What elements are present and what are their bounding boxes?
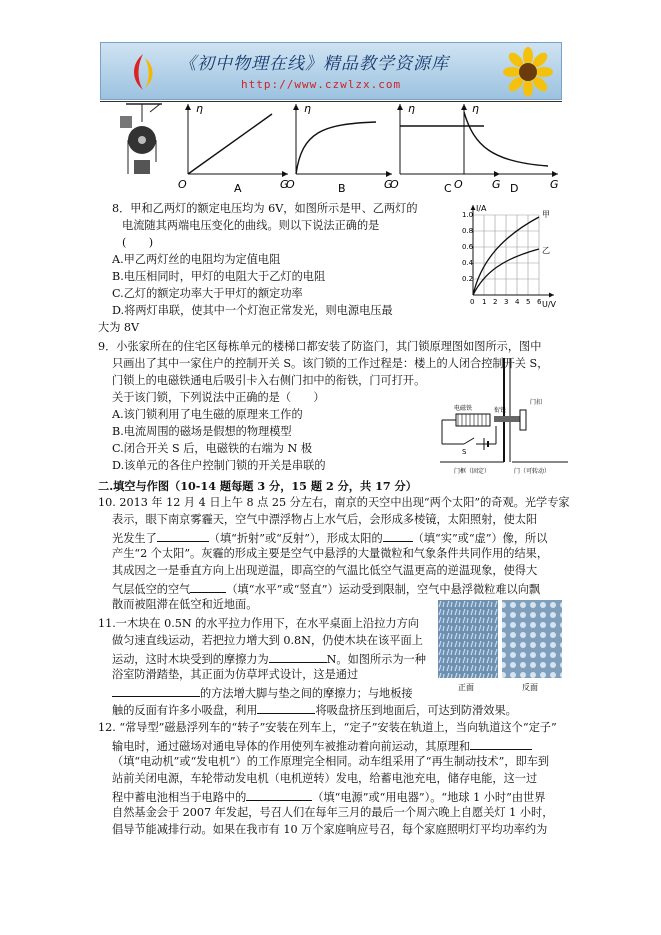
- q9-electromagnet-label: 电磁铁: [454, 405, 473, 412]
- q8-jia-label: 甲: [542, 210, 550, 219]
- q8-xlabel: U/V: [542, 300, 557, 309]
- graph-d-ylabel: η: [472, 102, 479, 115]
- graph-d-origin: O: [454, 178, 463, 191]
- q8-option-c: C.乙灯的额定功率大于甲灯的额定功率: [112, 287, 303, 300]
- q10-line3-text-c: （填“实”或“虚”）像，所以: [412, 532, 548, 545]
- q12-line2-text: 输电时，通过磁场对通电导体的作用使列车被推动着向前运动，其原理和: [112, 740, 471, 753]
- pulley-icon: [120, 104, 162, 174]
- q10-blank-3[interactable]: [190, 581, 226, 593]
- q8-xtick: 6: [537, 298, 542, 306]
- q11-line3-text-b: N。如图所示为一种: [326, 653, 426, 666]
- q12-blank-2[interactable]: [246, 789, 312, 801]
- graph-b-ylabel: η: [304, 102, 311, 115]
- graph-a: [178, 102, 289, 194]
- q9-line3: 门锁上的电磁铁通电后吸引卡入右侧门扣中的衔铁，门可打开。: [112, 374, 426, 387]
- q10-line2: 表示，眼下南京雾霾天，空气中漂浮物占上水气后，会形成多棱镜，太阳照射，使太阳: [112, 513, 538, 526]
- graph-c-xlabel: G: [492, 178, 501, 191]
- q8-ytick: 0.2: [462, 275, 474, 283]
- graph-b-origin: O: [286, 178, 295, 191]
- q8-xtick: 5: [526, 298, 531, 306]
- q9-option-b: B.电流周围的磁场是假想的物理模型: [112, 425, 292, 438]
- q11-line1: 11.一木块在 0.5N 的水平拉力作用下，在水平桌面上沿拉力方向: [98, 617, 419, 630]
- q10-line4: 产生“2 个太阳”。灰霾的形成主要是空气中悬浮的大量微粒和气象条件共同作用的结果，: [112, 547, 549, 560]
- q10-line3: [112, 530, 547, 546]
- graph-d-xlabel: G: [550, 178, 559, 191]
- q8-iu-graph: [462, 203, 566, 311]
- q8-xtick: 4: [515, 298, 520, 306]
- q8-xtick: 1: [482, 298, 487, 306]
- q8-ylabel: I/A: [476, 204, 487, 213]
- q10-line6: [112, 581, 540, 597]
- q11-bath-mat-photo: [438, 600, 562, 692]
- graph-d-label: D: [510, 182, 519, 194]
- graph-c-ylabel: η: [408, 102, 415, 115]
- q11-blank-2[interactable]: [112, 685, 200, 697]
- q9-option-d: D.该单元的各住户控制门锁的开关是串联的: [112, 459, 326, 472]
- q12-line3: （填“电动机”或“发电机”）的工作原理完全相同。动车组采用了“再生制动技术”，即车到: [112, 755, 550, 768]
- q11-line3: [112, 651, 426, 667]
- graph-b: [286, 102, 393, 194]
- q8-option-d: D.将两灯串联，使其中一个灯泡正常发光，则电源电压最: [112, 304, 393, 317]
- q12-line2: [112, 738, 532, 754]
- banner-url[interactable]: http://www.czwlzx.com: [241, 78, 402, 91]
- q9-switch-label: S: [462, 448, 467, 456]
- q8-option-d-cont: 大为 8V: [98, 321, 140, 334]
- q11-line4: 浴室防滑踏垫，其正面为仿草坪式设计，这是通过: [112, 668, 359, 681]
- graph-a-ylabel: η: [196, 102, 203, 115]
- q9-armature-label: 衔铁: [494, 407, 507, 414]
- q9-door-lock-diagram: [440, 358, 568, 478]
- q10-blank-1[interactable]: [157, 530, 209, 542]
- q11-line3-text-a: 运动，这时木块受到的摩擦力为: [112, 653, 269, 666]
- q9-option-c: C.闭合开关 S 后，电磁铁的右端为 N 极: [112, 442, 313, 455]
- q9-line2: 只画出了其中一家住户的控制开关 S。该门锁的工作过程是：楼上的人闭合控制开关 S，: [112, 357, 549, 370]
- graph-c-origin: O: [390, 178, 399, 191]
- q8-ytick: 0.4: [462, 259, 474, 267]
- q11-line5: [112, 685, 413, 701]
- q12-line5: [112, 789, 545, 805]
- q9-option-a: A.该门锁利用了电生磁的原理来工作的: [112, 408, 303, 421]
- q8-line3: ( ): [122, 236, 154, 249]
- q8-yi-label: 乙: [542, 246, 550, 255]
- q8-xtick: 0: [470, 298, 475, 306]
- q10-line1: 10. 2013 年 12 月 4 日上午 8 点 25 分左右，南京的天空中出现“两个太阳”的奇观。光学专家: [98, 496, 570, 509]
- graph-b-xlabel: G: [384, 178, 393, 191]
- q12-blank-1[interactable]: [470, 738, 532, 750]
- q12-line5-text-a: 程中蓄电池相当于电路中的: [112, 791, 247, 804]
- graph-d: [454, 102, 559, 194]
- q8-option-a: A.甲乙两灯丝的电阻均为定值电阻: [112, 253, 281, 266]
- banner-title: 《初中物理在线》精品教学资源库: [179, 54, 449, 74]
- q8-line2: 电流随其两端电压变化的曲线。则以下说法正确的是: [122, 219, 380, 232]
- q8-line1: 8．甲和乙两灯的额定电压均为 6V，如图所示是甲、乙两灯的: [112, 202, 418, 215]
- q8-xtick: 2: [493, 298, 498, 306]
- q9-line4: 关于该门锁，下列说法中正确的是（ ）: [112, 391, 325, 404]
- q11-line6-text-b: 将吸盘挤压到地面后，可达到防滑效果。: [315, 704, 517, 717]
- graph-c: [390, 102, 501, 194]
- q10-line7: 散而被阻滞在低空和近地面。: [112, 598, 258, 611]
- graph-b-label: B: [338, 182, 346, 194]
- q10-blank-2[interactable]: [383, 530, 413, 542]
- q9-door-label: 门（可转动）: [514, 468, 551, 475]
- q8-xtick: 3: [504, 298, 509, 306]
- q12-line5-text-b: （填“电源”或“用电器”）。“地球 1 小时”由世界: [312, 791, 546, 804]
- q12-line6: 自然基金会于 2007 年发起，号召人们在每年三月的最后一个周六晚上自愿关灯 1 小时，: [112, 806, 554, 819]
- graph-a-label: A: [234, 182, 242, 194]
- logo-icon: [121, 50, 165, 94]
- q8-ytick: 1.0: [462, 211, 474, 219]
- q10-line3-text-b: （填“折射”或“反射”），形成太阳的: [208, 532, 383, 545]
- q11-blank-1[interactable]: [269, 651, 327, 663]
- q11-front-label: 正面: [458, 683, 474, 692]
- q8-option-b: B.电压相同时，甲灯的电阻大于乙灯的电阻: [112, 270, 326, 283]
- q12-line7: 倡导节能减排行动。如果在我市有 10 万个家庭响应号召，每个家庭照明灯平均功率约为: [112, 823, 548, 836]
- q12-line1: 12. “常导型”磁悬浮列车的“转子”安装在列车上，“定子”安装在轨道上，当向轨道这个“定子”: [98, 721, 557, 734]
- graph-a-origin: O: [178, 178, 187, 191]
- q11-line5-text-b: 的方法增大脚与垫之间的摩擦力；与地板接: [200, 687, 413, 700]
- q9-frame-label: 门框（固定）: [454, 468, 491, 475]
- q8-ytick: 0.8: [462, 227, 474, 235]
- q9-line1: 9．小张家所在的住宅区每栋单元的楼梯口都安装了防盗门，其门锁原理图如图所示，图中: [98, 340, 542, 353]
- section-2-heading: 二.填空与作图（10-14 题每题 3 分，15 题 2 分，共 17 分）: [98, 479, 417, 493]
- q8-ytick: 0.6: [462, 243, 474, 251]
- q9-catch-label: 门扣: [530, 399, 543, 406]
- q10-line3-text-a: 光发生了: [112, 532, 157, 545]
- q11-back-label: 反面: [522, 683, 538, 692]
- graph-c-label: C: [444, 182, 452, 194]
- header-banner: [100, 42, 562, 100]
- q12-line4: 站前关闭电源，车轮带动发电机（电机逆转）发电，给蓄电池充电，储存电能，这一过: [112, 772, 538, 785]
- q11-line6: [112, 702, 517, 718]
- efficiency-graphs: [112, 102, 562, 194]
- q10-line6-text-b: （填“水平”或“竖直”）运动受到限制，空气中悬浮微粒难以向飘: [226, 583, 541, 596]
- q10-line6-text-a: 气层低空的空气: [112, 583, 191, 596]
- q11-line6-text-a: 触的反面有许多小吸盘，利用: [112, 704, 258, 717]
- q10-line5: 其成因之一是垂直方向上出现逆温，即高空的气温比低空气温更高的逆温现象，使得大: [112, 564, 538, 577]
- sunflower-icon: [503, 47, 553, 97]
- q11-line2: 做匀速直线运动，若把拉力增大到 0.8N，仍使木块在该平面上: [112, 634, 423, 647]
- graph-a-xlabel: G: [280, 178, 289, 191]
- q11-blank-3[interactable]: [257, 702, 315, 714]
